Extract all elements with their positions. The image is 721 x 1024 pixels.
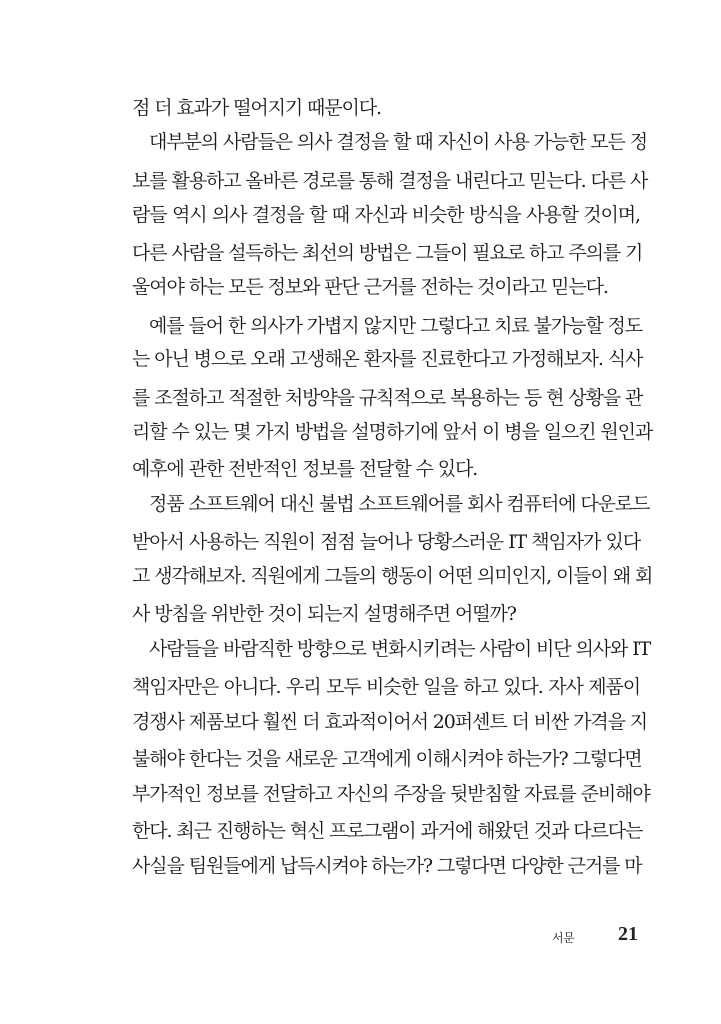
text-line: 예후에 관한 전반적인 정보를 전달할 수 있다. bbox=[132, 458, 478, 480]
text-line: 다른 사람을 설득하는 최선의 방법은 그들이 필요로 하고 주의를 기 bbox=[132, 242, 643, 264]
text-line: 부가적인 정보를 전달하고 자신의 주장을 뒷받침할 자료를 준비해야 bbox=[132, 783, 650, 805]
text-line: 보를 활용하고 올바른 경로를 통해 결정을 내린다고 믿는다. 다른 사 bbox=[132, 170, 648, 192]
text-line: 사람들을 바람직한 방향으로 변화시키려는 사람이 비단 의사와 IT bbox=[149, 638, 651, 660]
text-line: 람들 역시 의사 결정을 할 때 자신과 비슷한 방식을 사용할 것이며, bbox=[132, 204, 640, 226]
text-line: 고 생각해보자. 직원에게 그들의 행동이 어떤 의미인지, 이들이 왜 회 bbox=[132, 565, 653, 587]
text-line: 대부분의 사람들은 의사 결정을 할 때 자신이 사용 가능한 모든 정 bbox=[149, 131, 648, 153]
text-line: 사실을 팀원들에게 납득시켜야 하는가? 그렇다면 다양한 근거를 마 bbox=[132, 855, 642, 877]
page-number: 21 bbox=[618, 923, 638, 945]
text-line: 경쟁사 제품보다 훨씬 더 효과적이어서 20퍼센트 더 비싼 가격을 지 bbox=[132, 711, 648, 733]
text-line: 울여야 하는 모든 정보와 판단 근거를 전하는 것이라고 믿는다. bbox=[132, 276, 608, 298]
text-line: 받아서 사용하는 직원이 점점 늘어나 당황스러운 IT 책임자가 있다 bbox=[132, 531, 640, 553]
text-line: 예를 들어 한 의사가 가볍지 않지만 그렇다고 치료 불가능할 정도 bbox=[149, 315, 643, 337]
text-line: 불해야 한다는 것을 새로운 고객에게 이해시켜야 하는가? 그렇다면 bbox=[132, 748, 642, 770]
running-footer-section: 서문 bbox=[552, 931, 575, 945]
text-line: 를 조절하고 적절한 처방약을 규칙적으로 복용하는 등 현 상황을 관 bbox=[132, 387, 643, 409]
text-line: 사 방침을 위반한 것이 되는지 설명해주면 어떨까? bbox=[132, 603, 516, 625]
text-line: 는 아닌 병으로 오래 고생해온 환자를 진료한다고 가정해보자. 식사 bbox=[132, 348, 643, 370]
text-line: 정품 소프트웨어 대신 불법 소프트웨어를 회사 컴퓨터에 다운로드 bbox=[149, 493, 650, 515]
text-line: 한다. 최근 진행하는 혁신 프로그램이 과거에 해왔던 것과 다르다는 bbox=[132, 820, 643, 842]
text-line: 점 더 효과가 떨어지기 때문이다. bbox=[132, 97, 382, 119]
text-line: 책임자만은 아니다. 우리 모두 비슷한 일을 하고 있다. 자사 제품이 bbox=[132, 676, 640, 698]
text-line: 리할 수 있는 몇 가지 방법을 설명하기에 앞서 이 병을 일으킨 원인과 bbox=[132, 421, 653, 443]
